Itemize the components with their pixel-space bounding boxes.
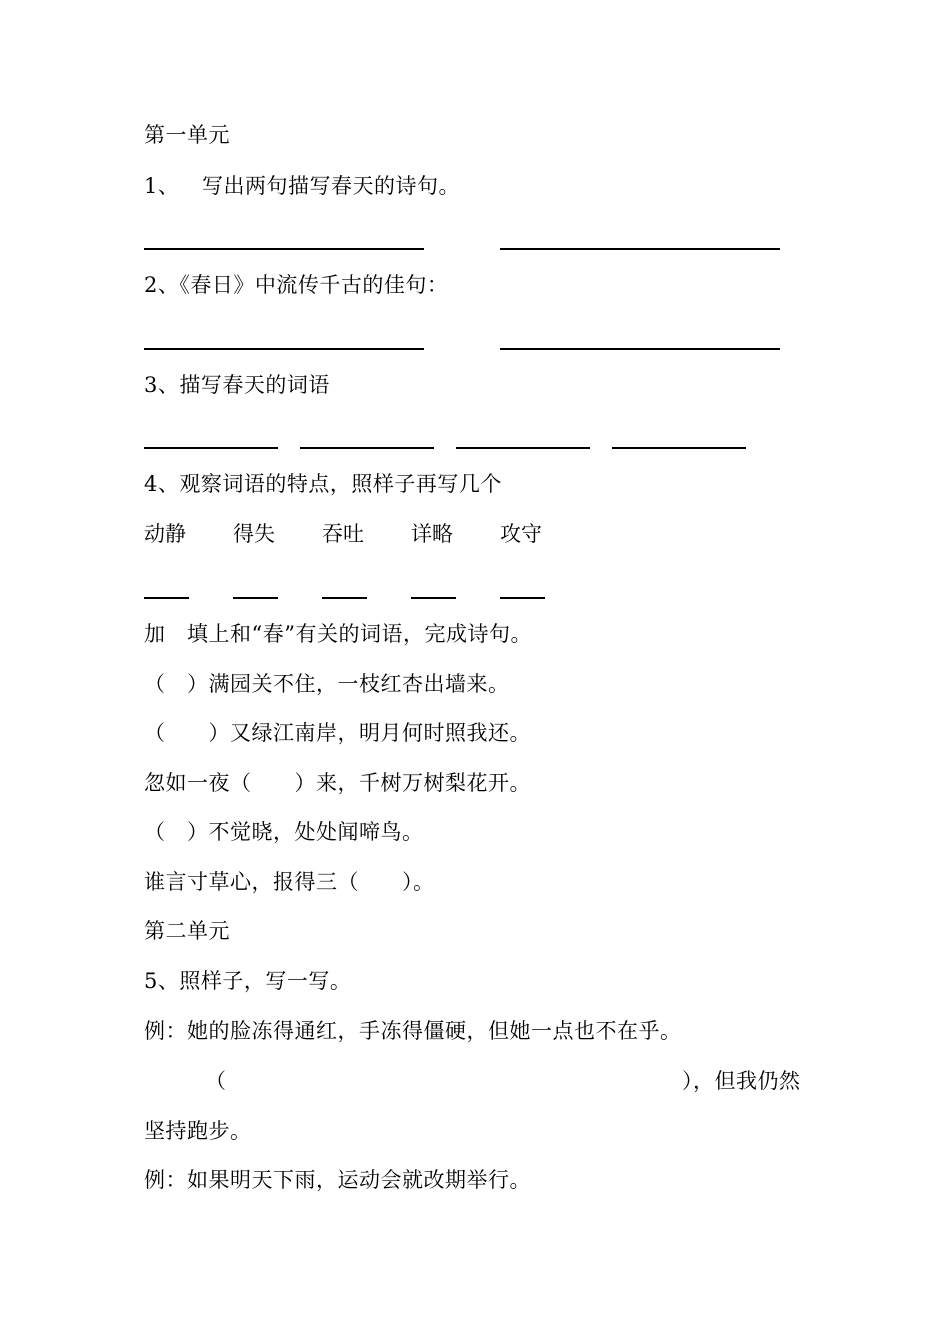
answer-blank-q4-5[interactable] — [500, 597, 545, 599]
answer-blank-q1-2[interactable] — [500, 248, 780, 250]
fill-poem-line: （ ）不觉晓，处处闻啼鸟。 — [144, 820, 424, 844]
unit1-title: 第一单元 — [144, 123, 230, 147]
question-2: 2、《春日》中流传千古的佳句： — [144, 273, 449, 297]
fill-poem-line: 谁言寸草心，报得三（ ）。 — [144, 870, 435, 894]
example-word: 得失 — [233, 522, 275, 546]
answer-blank-q2-1[interactable] — [144, 348, 424, 350]
answer-blank-q1-1[interactable] — [144, 248, 424, 250]
answer-blank-q4-3[interactable] — [322, 597, 367, 599]
answer-blank-q2-2[interactable] — [500, 348, 780, 350]
answer-blank-q4-2[interactable] — [233, 597, 278, 599]
fill-question-intro: 加 填上和“春”有关的词语，完成诗句。 — [144, 622, 532, 646]
fill-poem-line: 忽如一夜（ ）来，千树万树梨花开。 — [144, 771, 531, 795]
answer-continuation: 坚持跑步。 — [144, 1119, 252, 1143]
question-1-text: 写出两句描写春天的诗句。 — [202, 174, 460, 198]
answer-blank-q3-2[interactable] — [300, 447, 434, 449]
answer-blank-q4-1[interactable] — [144, 597, 189, 599]
example-sentence-2: 例：如果明天下雨，运动会就改期举行。 — [144, 1168, 531, 1192]
answer-blank-q4-4[interactable] — [411, 597, 456, 599]
unit2-title: 第二单元 — [144, 919, 230, 943]
example-word: 详略 — [411, 522, 453, 546]
question-1-number: 1、 — [144, 174, 180, 198]
question-3: 3、描写春天的词语 — [144, 373, 330, 397]
answer-paren-close: ），但我仍然 — [682, 1069, 801, 1093]
example-sentence-1: 例：她的脸冻得通红，手冻得僵硬，但她一点也不在乎。 — [144, 1019, 682, 1043]
answer-blank-q3-4[interactable] — [612, 447, 746, 449]
fill-poem-line: （ ）又绿江南岸，明月何时照我还。 — [144, 721, 531, 745]
answer-paren-open: （ — [205, 1069, 227, 1093]
question-4: 4、观察词语的特点，照样子再写几个 — [144, 472, 502, 496]
answer-blank-q3-1[interactable] — [144, 447, 278, 449]
example-word: 动静 — [144, 522, 186, 546]
example-word: 吞吐 — [322, 522, 364, 546]
answer-blank-q3-3[interactable] — [456, 447, 590, 449]
fill-poem-line: （ ）满园关不住，一枝红杏出墙来。 — [144, 672, 510, 696]
question-5: 5、照样子，写一写。 — [144, 969, 352, 993]
example-word: 攻守 — [500, 522, 542, 546]
